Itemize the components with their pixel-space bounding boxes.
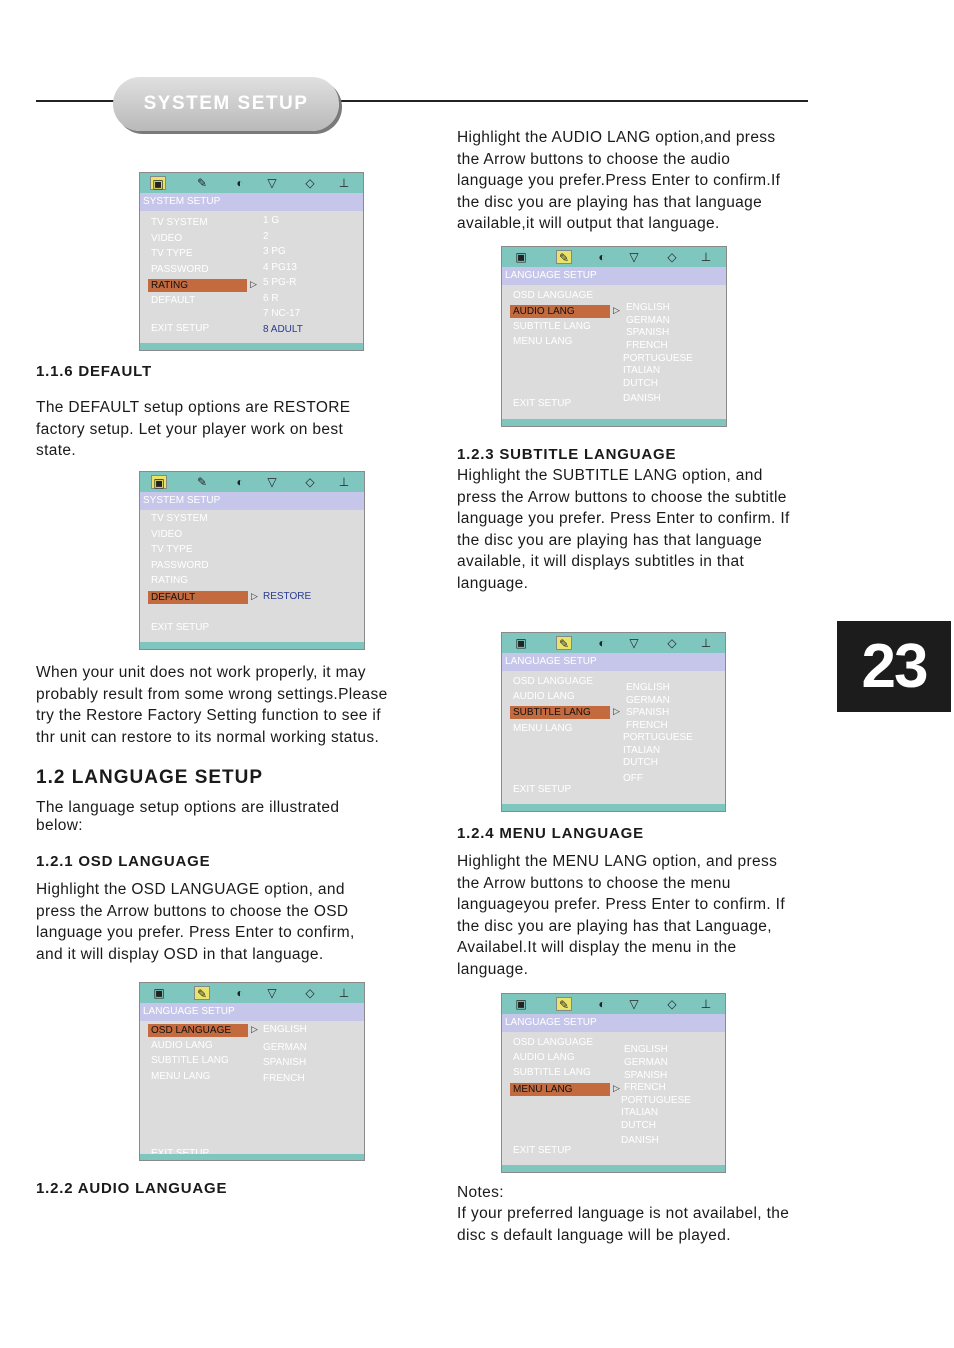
text-line: If your preferred language is not availabel, the xyxy=(457,1205,790,1222)
osd-bottom-bar xyxy=(502,1165,725,1172)
language-icon: ✎ xyxy=(556,997,572,1011)
menu-item: PASSWORD xyxy=(151,264,209,275)
notes-title xyxy=(457,1182,504,1204)
text-line: Notes: xyxy=(457,1184,504,1201)
menu-item: RATING xyxy=(151,575,189,586)
menu-item: MENU LANG xyxy=(513,723,573,734)
heading-audio-language: 1.2.2 AUDIO LANGUAGE xyxy=(36,1180,228,1197)
option-item-selected: RESTORE xyxy=(263,591,312,602)
menu-item: OSD LANGUAGE xyxy=(513,676,594,687)
menu-item: VIDEO xyxy=(151,529,183,540)
osd-header xyxy=(502,267,726,285)
header-rule-left xyxy=(36,100,116,102)
menu-item: TV TYPE xyxy=(151,544,193,555)
text-line: probably result from some wrong settings.Please xyxy=(36,685,388,703)
option-item: 6 R xyxy=(263,293,279,304)
paragraph-notes xyxy=(457,1203,789,1246)
osd-header xyxy=(502,1014,725,1032)
header-rule-right xyxy=(338,100,808,102)
osd-icon-bar xyxy=(502,994,725,1014)
arrow-right-icon: ▷ xyxy=(251,1024,258,1034)
osd-bottom-bar xyxy=(502,419,726,426)
heading-subtitle-language: 1.2.3 SUBTITLE LANGUAGE xyxy=(457,446,677,463)
paragraph-lang-intro xyxy=(36,799,339,835)
menu-item-highlighted: SUBTITLE LANG xyxy=(510,706,610,719)
option-item: ITALIAN xyxy=(623,745,661,756)
heading-default: 1.1.6 DEFAULT xyxy=(36,363,152,380)
paragraph-restore xyxy=(36,662,388,748)
osd-header-label: LANGUAGE SETUP xyxy=(143,1006,235,1017)
video-icon: ▽ xyxy=(267,176,277,190)
preference-icon: ◇ xyxy=(305,986,315,1000)
speaker-icon: ◐ xyxy=(598,636,606,650)
osd-header-label: LANGUAGE SETUP xyxy=(505,656,597,667)
text-line: the disc you are playing has that language xyxy=(457,531,763,549)
osd-icon-bar xyxy=(502,633,725,653)
osd-screen-menu-language xyxy=(501,993,726,1173)
speaker-icon: ◐ xyxy=(598,997,606,1011)
option-item: ITALIAN xyxy=(623,365,661,376)
menu-item-highlighted: MENU LANG xyxy=(510,1083,610,1096)
speaker-icon: ◐ xyxy=(236,986,244,1000)
menu-item: SUBTITLE LANG xyxy=(513,321,591,332)
option-item: GERMAN xyxy=(626,695,670,706)
video-icon: ▽ xyxy=(629,250,639,264)
option-item: 5 PG-R xyxy=(263,277,297,288)
heading-osd-language: 1.2.1 OSD LANGUAGE xyxy=(36,853,211,870)
preference-icon: ◇ xyxy=(667,636,677,650)
menu-item: EXIT SETUP xyxy=(513,398,572,409)
osd-header-label: LANGUAGE SETUP xyxy=(505,1017,597,1028)
osd-header xyxy=(502,653,725,671)
text-line: press the Arrow buttons to choose the OSD xyxy=(36,902,349,920)
osd-bottom-bar xyxy=(140,1154,364,1160)
option-item: PORTUGUESE xyxy=(623,732,693,743)
paragraph-menu xyxy=(457,851,785,981)
text-line: the disc you are playing has that language xyxy=(457,193,763,211)
exit-icon: ⊥ xyxy=(338,475,350,489)
exit-icon: ⊥ xyxy=(338,986,350,1000)
text-line: try the Restore Factory Setting function to see if xyxy=(36,707,381,725)
speaker-icon: ◐ xyxy=(236,475,244,489)
heading-language-setup: 1.2 LANGUAGE SETUP xyxy=(36,767,264,788)
page-number: 23 xyxy=(837,621,951,712)
preference-icon: ◇ xyxy=(305,176,315,190)
menu-item: SUBTITLE LANG xyxy=(151,1055,229,1066)
paragraph-default xyxy=(36,397,350,462)
osd-screen-subtitle-language xyxy=(501,632,726,812)
menu-item: PASSWORD xyxy=(151,560,209,571)
menu-item: TV TYPE xyxy=(151,248,193,259)
text-line: The DEFAULT setup options are RESTORE xyxy=(36,399,351,416)
exit-icon: ⊥ xyxy=(338,176,350,190)
osd-bottom-bar xyxy=(502,804,725,811)
language-icon: ✎ xyxy=(556,250,572,264)
osd-icon-bar xyxy=(140,983,364,1003)
option-item: ITALIAN xyxy=(621,1107,659,1118)
menu-item: EXIT SETUP xyxy=(513,784,572,795)
speaker-icon: ◐ xyxy=(236,176,244,190)
text-line: press the Arrow buttons to choose the subtitle xyxy=(457,488,787,506)
menu-item: EXIT SETUP xyxy=(151,622,210,633)
menu-item: MENU LANG xyxy=(151,1071,211,1082)
banner-title: SYSTEM SETUP xyxy=(143,93,309,114)
osd-icon-bar xyxy=(502,247,726,267)
option-item: ENGLISH xyxy=(626,682,670,693)
exit-icon: ⊥ xyxy=(700,250,712,264)
option-item: ENGLISH xyxy=(626,302,670,313)
osd-header-label: SYSTEM SETUP xyxy=(143,495,221,506)
text-line: The language setup options are illustrated xyxy=(36,799,340,816)
exit-icon: ⊥ xyxy=(700,997,712,1011)
monitor-icon: ▣ xyxy=(515,997,527,1011)
menu-item: EXIT SETUP xyxy=(513,1145,572,1156)
option-item-selected: 8 ADULT xyxy=(263,324,303,335)
option-item: DUTCH xyxy=(623,378,658,389)
option-item: 1 G xyxy=(263,215,280,226)
option-item: PORTUGUESE xyxy=(621,1095,691,1106)
osd-header xyxy=(140,193,363,211)
text-line: available, it will displays subtitles in that xyxy=(457,553,745,571)
exit-icon: ⊥ xyxy=(700,636,712,650)
text-line: Availabel.It will display the menu in the xyxy=(457,939,737,957)
menu-item: VIDEO xyxy=(151,233,183,244)
osd-header xyxy=(140,492,364,510)
option-item: FRENCH xyxy=(624,1082,666,1093)
preference-icon: ◇ xyxy=(305,475,315,489)
option-item: GERMAN xyxy=(626,315,670,326)
menu-item-highlighted: DEFAULT xyxy=(148,591,248,604)
text-line: factory setup. Let your player work on best xyxy=(36,420,344,438)
arrow-right-icon: ▷ xyxy=(250,279,257,289)
text-line: language. xyxy=(457,574,529,592)
osd-bottom-bar xyxy=(140,343,363,350)
text-line: thr unit can restore to its normal working status. xyxy=(36,728,380,746)
menu-item: MENU LANG xyxy=(513,336,573,347)
text-line: below: xyxy=(36,817,83,834)
osd-icon-bar xyxy=(140,173,363,193)
arrow-right-icon: ▷ xyxy=(613,305,620,315)
language-icon: ✎ xyxy=(194,986,210,1000)
option-item: FRENCH xyxy=(626,340,668,351)
arrow-right-icon: ▷ xyxy=(613,706,620,716)
option-item: FRENCH xyxy=(626,720,668,731)
option-item: DUTCH xyxy=(623,757,658,768)
option-item: GERMAN xyxy=(624,1057,668,1068)
menu-item: EXIT SETUP xyxy=(151,323,210,334)
menu-item: OSD LANGUAGE xyxy=(513,290,594,301)
option-item: FRENCH xyxy=(263,1073,305,1084)
text-line: disc s default language will be played. xyxy=(457,1226,731,1244)
option-item: 4 PG13 xyxy=(263,262,297,273)
text-line: and it will display OSD in that language. xyxy=(36,945,324,963)
menu-item: OSD LANGUAGE xyxy=(513,1037,594,1048)
arrow-right-icon: ▷ xyxy=(613,1083,620,1093)
preference-icon: ◇ xyxy=(667,250,677,264)
option-item: ENGLISH xyxy=(263,1024,307,1035)
option-item: 3 PG xyxy=(263,246,286,257)
text-line: available,it will output that language. xyxy=(457,215,720,233)
option-item: DANISH xyxy=(623,393,661,404)
arrow-right-icon: ▷ xyxy=(251,591,258,601)
video-icon: ▽ xyxy=(629,636,639,650)
option-item: PORTUGUESE xyxy=(623,353,693,364)
menu-item: AUDIO LANG xyxy=(513,691,575,702)
speaker-icon: ◐ xyxy=(598,250,606,264)
text-line: the disc you are playing has that Language, xyxy=(457,917,772,935)
preference-icon: ◇ xyxy=(667,997,677,1011)
osd-header xyxy=(140,1003,364,1021)
monitor-icon: ▣ xyxy=(151,475,167,489)
menu-item: TV SYSTEM xyxy=(151,217,208,228)
text-line: language you prefer. Press Enter to confirm, xyxy=(36,924,355,942)
osd-header-label: LANGUAGE SETUP xyxy=(505,270,597,281)
option-item: 2 xyxy=(263,231,269,242)
text-line: the Arrow buttons to choose the audio xyxy=(457,150,731,168)
menu-item: SUBTITLE LANG xyxy=(513,1067,591,1078)
text-line: the Arrow buttons to choose the menu xyxy=(457,874,731,892)
text-line: Highlight the SUBTITLE LANG option, and xyxy=(457,467,763,484)
option-item: OFF xyxy=(623,773,643,784)
option-item: ENGLISH xyxy=(624,1044,668,1055)
text-line: Highlight the OSD LANGUAGE option, and xyxy=(36,881,345,898)
menu-item-highlighted: AUDIO LANG xyxy=(510,305,610,318)
language-icon: ✎ xyxy=(196,176,208,190)
osd-icon-bar xyxy=(140,472,364,492)
text-line: language you prefer.Press Enter to confirm.If xyxy=(457,172,781,190)
text-line: state. xyxy=(36,442,77,460)
language-icon: ✎ xyxy=(556,636,572,650)
text-line: language you prefer. Press Enter to confirm. If xyxy=(457,510,790,528)
option-item: GERMAN xyxy=(263,1042,307,1053)
osd-screen-audio-language xyxy=(501,246,727,427)
paragraph-osd xyxy=(36,879,355,965)
option-item: 7 NC-17 xyxy=(263,308,301,319)
menu-item-highlighted: RATING xyxy=(148,279,247,292)
menu-item: TV SYSTEM xyxy=(151,513,208,524)
paragraph-subtitle xyxy=(457,465,790,595)
menu-item: AUDIO LANG xyxy=(513,1052,575,1063)
text-line: languageyou prefer. Press Enter to confirm. If xyxy=(457,896,785,914)
option-item: SPANISH xyxy=(263,1057,307,1068)
option-item: SPANISH xyxy=(624,1070,668,1081)
monitor-icon: ▣ xyxy=(515,636,527,650)
osd-bottom-bar xyxy=(140,642,364,649)
video-icon: ▽ xyxy=(629,997,639,1011)
option-item: SPANISH xyxy=(626,327,670,338)
text-line: language. xyxy=(457,960,529,978)
language-icon: ✎ xyxy=(196,475,208,489)
menu-item: DEFAULT xyxy=(151,295,196,306)
option-item: DUTCH xyxy=(621,1120,656,1131)
video-icon: ▽ xyxy=(267,475,277,489)
osd-screen-osd-language xyxy=(139,982,365,1161)
paragraph-audio xyxy=(457,127,780,235)
menu-item-highlighted: OSD LANGUAGE xyxy=(148,1024,248,1037)
text-line: Highlight the AUDIO LANG option,and press xyxy=(457,129,776,146)
menu-item: AUDIO LANG xyxy=(151,1040,213,1051)
osd-header-label: SYSTEM SETUP xyxy=(143,196,221,207)
text-line: When your unit does not work properly, it may xyxy=(36,664,366,681)
section-banner xyxy=(113,77,339,131)
osd-screen-default xyxy=(139,471,365,650)
osd-screen-rating xyxy=(139,172,364,351)
text-line: Highlight the MENU LANG option, and press xyxy=(457,853,778,870)
monitor-icon: ▣ xyxy=(153,986,165,1000)
video-icon: ▽ xyxy=(267,986,277,1000)
heading-menu-language: 1.2.4 MENU LANGUAGE xyxy=(457,825,644,842)
option-item: SPANISH xyxy=(626,707,670,718)
monitor-icon: ▣ xyxy=(515,250,527,264)
monitor-icon: ▣ xyxy=(150,176,166,190)
option-item: DANISH xyxy=(621,1135,659,1146)
